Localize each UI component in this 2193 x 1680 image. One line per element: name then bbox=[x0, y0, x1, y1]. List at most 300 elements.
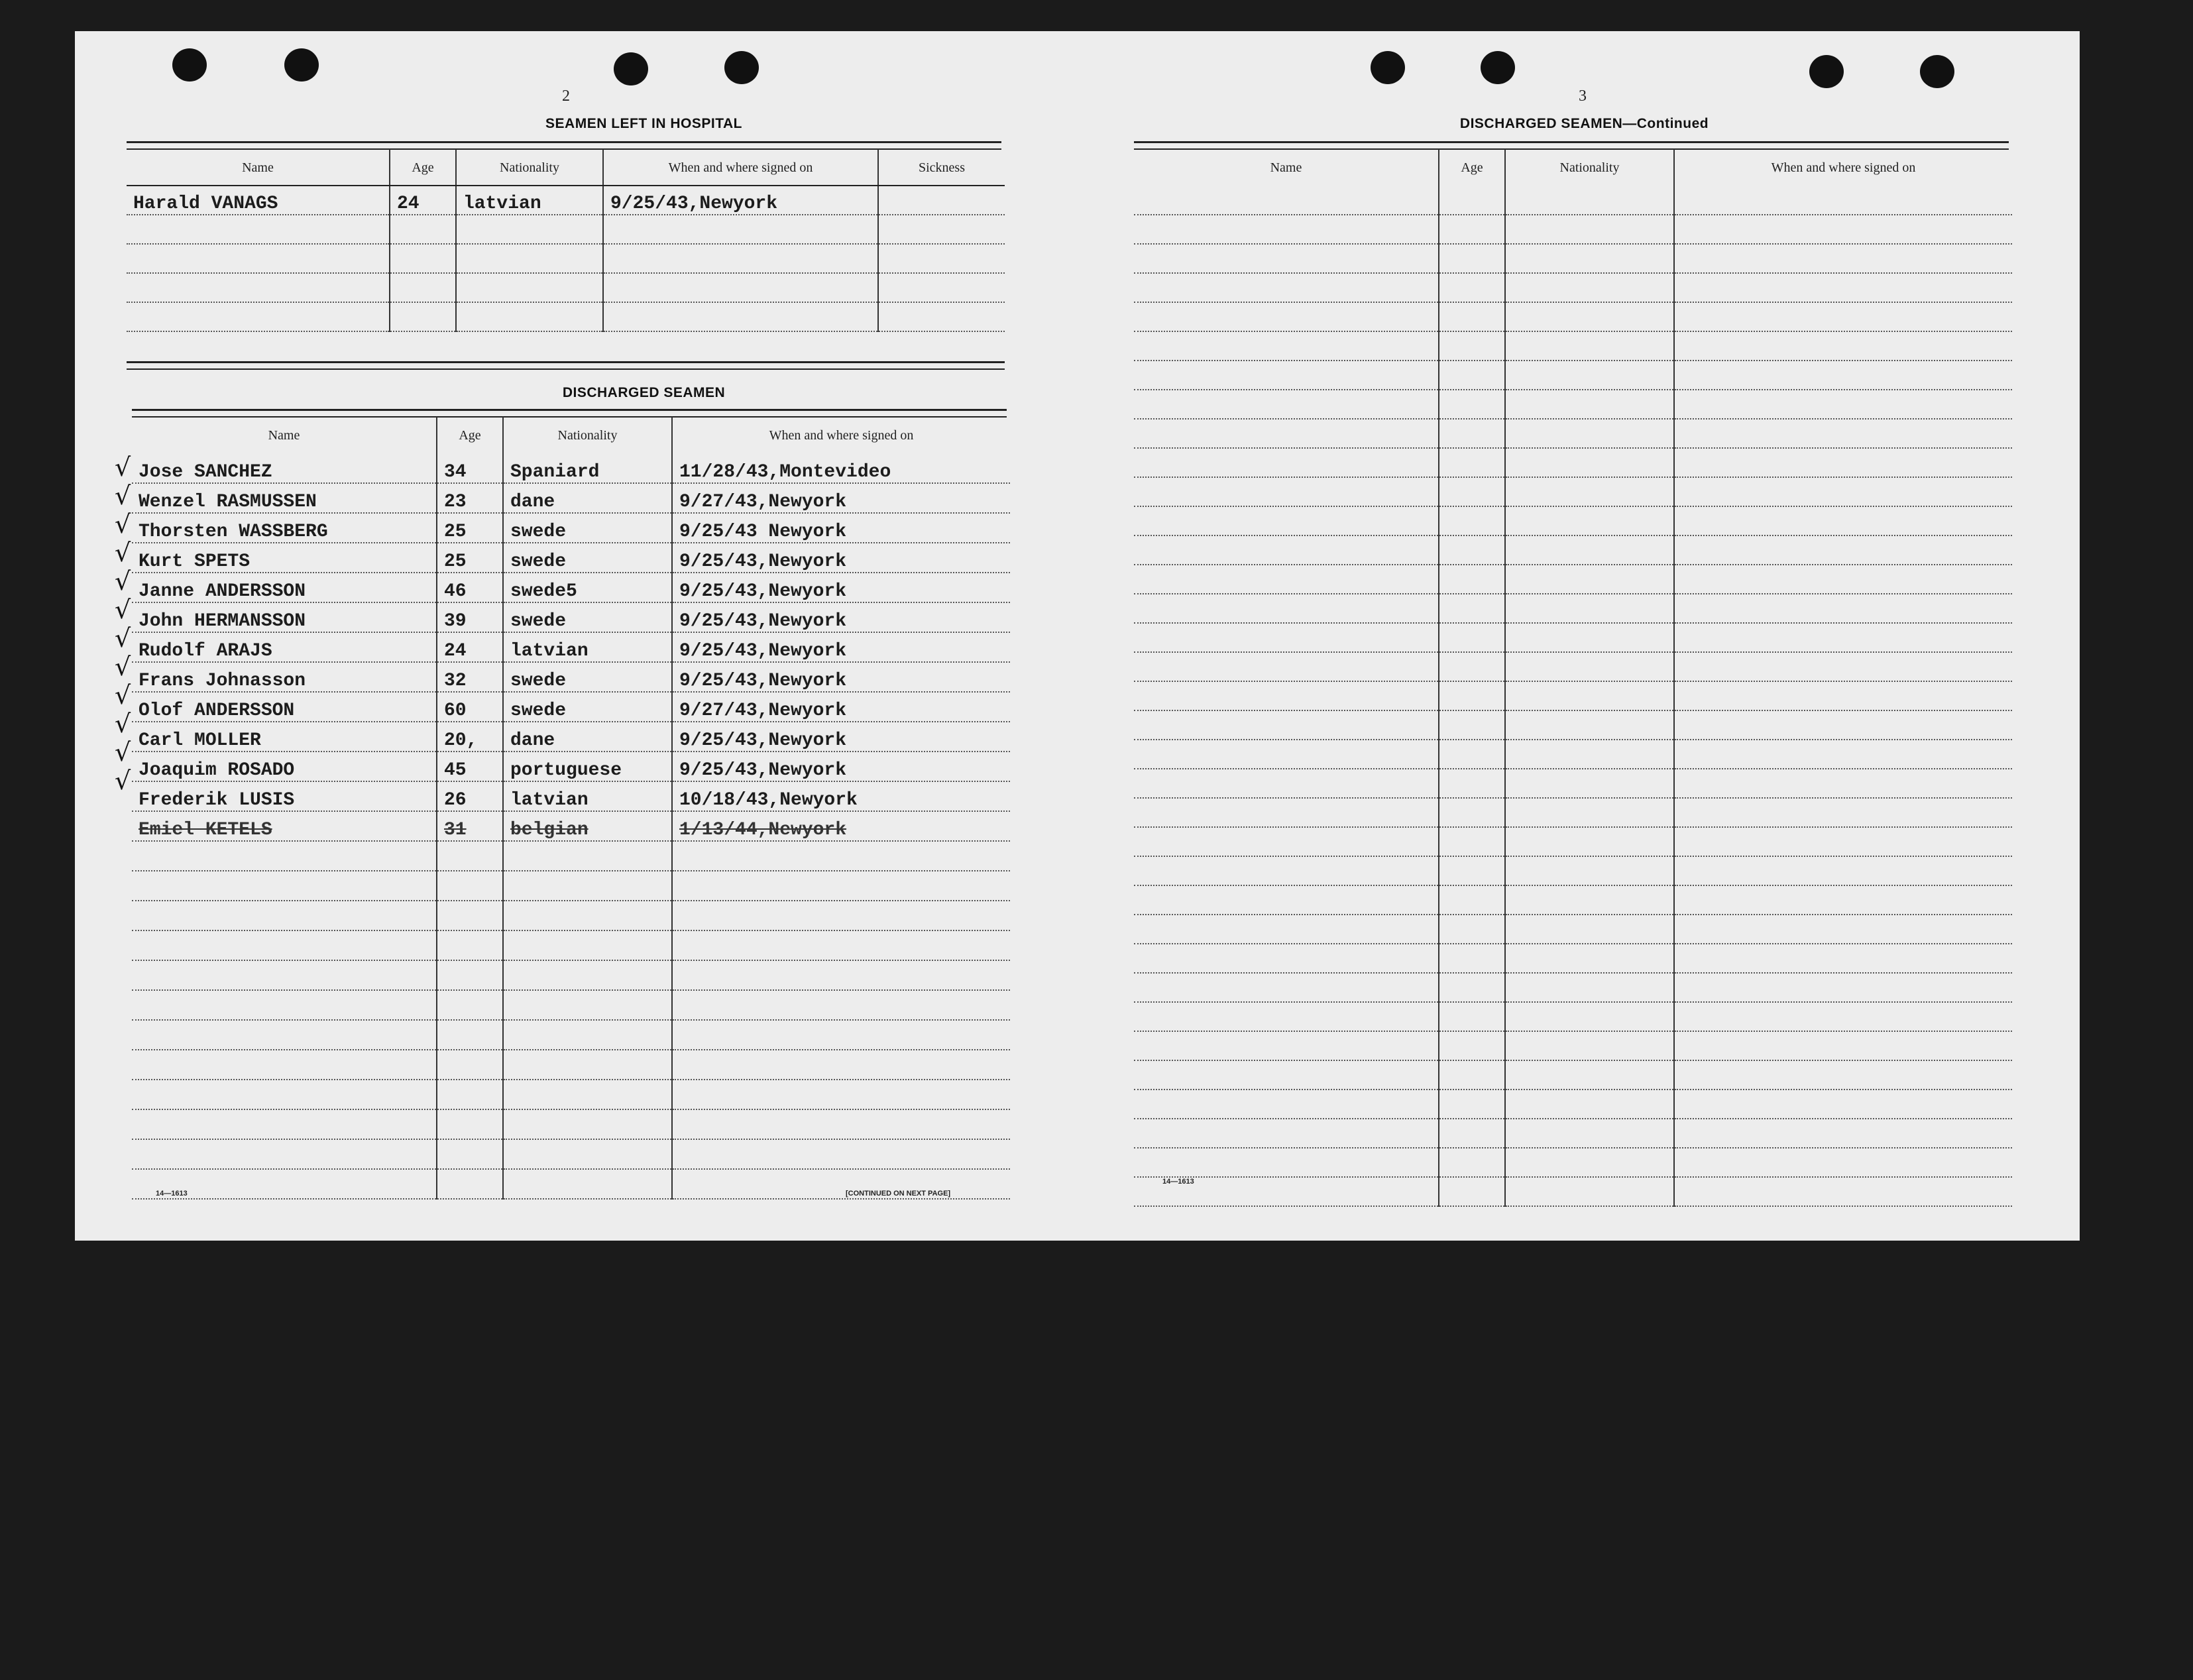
empty-cell bbox=[1134, 944, 1439, 973]
table-cell: dane bbox=[503, 722, 672, 752]
empty-cell bbox=[1674, 740, 2012, 769]
empty-cell bbox=[1134, 390, 1439, 419]
empty-cell bbox=[390, 215, 456, 244]
table-row bbox=[132, 483, 1010, 513]
table-row bbox=[132, 513, 1010, 543]
empty-cell bbox=[1134, 973, 1439, 1002]
table-cell: 9/25/43,Newyork bbox=[672, 632, 1010, 662]
table-row bbox=[132, 752, 1010, 781]
empty-cell bbox=[127, 215, 390, 244]
empty-cell bbox=[1505, 1177, 1674, 1206]
empty-cell bbox=[1505, 448, 1674, 477]
table-cell: 20, bbox=[437, 722, 503, 752]
table-cell: latvian bbox=[503, 632, 672, 662]
empty-cell bbox=[1134, 915, 1439, 944]
check-mark-icon: √ bbox=[115, 481, 131, 510]
table-cell: 26 bbox=[437, 781, 503, 811]
empty-cell bbox=[603, 215, 878, 244]
column-header: When and where signed on bbox=[1674, 149, 2012, 186]
empty-cell bbox=[437, 1080, 503, 1109]
empty-cell bbox=[878, 302, 1005, 331]
table-cell: 31 bbox=[437, 811, 503, 841]
empty-cell bbox=[1134, 710, 1439, 740]
empty-cell bbox=[437, 871, 503, 901]
empty-cell bbox=[1505, 1119, 1674, 1148]
empty-cell bbox=[1134, 740, 1439, 769]
table-row bbox=[132, 841, 1010, 871]
table-row bbox=[1134, 856, 2012, 885]
table-cell: Wenzel RASMUSSEN bbox=[132, 483, 437, 513]
empty-cell bbox=[503, 871, 672, 901]
empty-cell bbox=[1505, 594, 1674, 623]
table-cell: 46 bbox=[437, 573, 503, 602]
table-row bbox=[132, 990, 1010, 1020]
empty-cell bbox=[503, 841, 672, 871]
empty-cell bbox=[1439, 798, 1505, 827]
table-row bbox=[1134, 1031, 2012, 1060]
table-cell: Rudolf ARAJS bbox=[132, 632, 437, 662]
table-cell: 9/25/43,Newyork bbox=[672, 573, 1010, 602]
empty-cell bbox=[1439, 1090, 1505, 1119]
empty-cell bbox=[503, 901, 672, 930]
empty-cell bbox=[1134, 1002, 1439, 1031]
table-cell: 9/25/43,Newyork bbox=[672, 752, 1010, 781]
table-cell: belgian bbox=[503, 811, 672, 841]
discharged-table bbox=[132, 417, 1010, 1200]
table-row bbox=[1134, 798, 2012, 827]
empty-cell bbox=[1505, 740, 1674, 769]
table-row bbox=[1134, 186, 2012, 215]
hospital-section-title: SEAMEN LEFT IN HOSPITAL bbox=[545, 116, 742, 131]
empty-cell bbox=[503, 1109, 672, 1139]
table-cell: swede bbox=[503, 692, 672, 722]
empty-cell bbox=[1674, 856, 2012, 885]
empty-cell bbox=[1674, 1002, 2012, 1031]
column-header: Name bbox=[1270, 160, 1302, 175]
empty-cell bbox=[1505, 1031, 1674, 1060]
empty-cell bbox=[1674, 885, 2012, 915]
punch-hole bbox=[614, 52, 648, 85]
empty-cell bbox=[1439, 565, 1505, 594]
empty-cell bbox=[672, 841, 1010, 871]
empty-cell bbox=[1505, 390, 1674, 419]
empty-cell bbox=[1505, 1060, 1674, 1090]
continued-note: [CONTINUED ON NEXT PAGE] bbox=[846, 1190, 951, 1198]
empty-cell bbox=[878, 273, 1005, 302]
form-number: 14—1613 bbox=[156, 1190, 188, 1198]
empty-cell bbox=[437, 990, 503, 1020]
punch-hole bbox=[1481, 51, 1515, 84]
punch-hole bbox=[1371, 51, 1405, 84]
empty-cell bbox=[1134, 215, 1439, 244]
empty-cell bbox=[1674, 535, 2012, 565]
check-mark-icon: √ bbox=[115, 652, 131, 681]
empty-cell bbox=[132, 1050, 437, 1080]
table-cell: 10/18/43,Newyork bbox=[672, 781, 1010, 811]
table-row bbox=[1134, 652, 2012, 681]
empty-cell bbox=[456, 215, 603, 244]
empty-cell bbox=[1505, 710, 1674, 740]
check-mark-icon: √ bbox=[115, 453, 131, 482]
empty-cell bbox=[437, 1020, 503, 1050]
empty-cell bbox=[1674, 477, 2012, 506]
table-header-row bbox=[132, 417, 1010, 454]
table-row bbox=[1134, 535, 2012, 565]
empty-cell bbox=[1674, 361, 2012, 390]
column-header: When and where signed on bbox=[672, 417, 1010, 454]
table-row bbox=[1134, 885, 2012, 915]
empty-cell bbox=[1439, 1177, 1505, 1206]
empty-cell bbox=[503, 1020, 672, 1050]
empty-cell bbox=[132, 990, 437, 1020]
table-row bbox=[132, 632, 1010, 662]
empty-cell bbox=[1134, 594, 1439, 623]
empty-cell bbox=[503, 1169, 672, 1199]
column-header: Nationality bbox=[456, 149, 603, 186]
table-cell: Frans Johnasson bbox=[132, 662, 437, 692]
table-cell: Janne ANDERSSON bbox=[132, 573, 437, 602]
table-row bbox=[1134, 1177, 2012, 1206]
empty-cell bbox=[1134, 331, 1439, 361]
empty-cell bbox=[1439, 681, 1505, 710]
empty-cell bbox=[127, 273, 390, 302]
empty-cell bbox=[132, 1080, 437, 1109]
table-row bbox=[132, 960, 1010, 990]
column-header: Age bbox=[1439, 149, 1505, 186]
table-cell: 9/25/43,Newyork bbox=[672, 602, 1010, 632]
empty-cell bbox=[437, 930, 503, 960]
check-mark-icon: √ bbox=[115, 567, 131, 596]
empty-cell bbox=[1505, 506, 1674, 535]
check-mark-icon: √ bbox=[115, 709, 131, 738]
empty-cell bbox=[437, 901, 503, 930]
empty-cell bbox=[1134, 1119, 1439, 1148]
check-mark-icon: √ bbox=[115, 738, 131, 767]
empty-cell bbox=[1439, 215, 1505, 244]
table-cell: 39 bbox=[437, 602, 503, 632]
empty-cell bbox=[1505, 419, 1674, 448]
empty-cell bbox=[1674, 798, 2012, 827]
empty-cell bbox=[1134, 769, 1439, 798]
table-row bbox=[1134, 215, 2012, 244]
empty-cell bbox=[672, 930, 1010, 960]
table-row bbox=[132, 871, 1010, 901]
empty-cell bbox=[1505, 944, 1674, 973]
table-cell: swede5 bbox=[503, 573, 672, 602]
continued-table bbox=[1134, 149, 2012, 1207]
empty-cell bbox=[1134, 1060, 1439, 1090]
empty-cell bbox=[1134, 565, 1439, 594]
table-cell: 25 bbox=[437, 543, 503, 573]
table-row bbox=[1134, 740, 2012, 769]
empty-cell bbox=[1674, 390, 2012, 419]
table-row bbox=[1134, 594, 2012, 623]
empty-cell bbox=[1674, 1177, 2012, 1206]
table-row bbox=[127, 186, 1005, 215]
empty-cell bbox=[1674, 681, 2012, 710]
table-cell: latvian bbox=[456, 186, 603, 215]
table-row bbox=[132, 1050, 1010, 1080]
empty-cell bbox=[1439, 856, 1505, 885]
empty-cell bbox=[1439, 652, 1505, 681]
table-row bbox=[127, 302, 1005, 331]
empty-cell bbox=[1674, 244, 2012, 273]
empty-cell bbox=[1134, 623, 1439, 652]
empty-cell bbox=[1674, 973, 2012, 1002]
table-row bbox=[132, 1020, 1010, 1050]
empty-cell bbox=[1439, 1119, 1505, 1148]
empty-cell bbox=[437, 1169, 503, 1199]
empty-cell bbox=[1505, 331, 1674, 361]
empty-cell bbox=[1674, 302, 2012, 331]
check-mark-icon: √ bbox=[115, 681, 131, 710]
empty-cell bbox=[390, 302, 456, 331]
empty-cell bbox=[1134, 302, 1439, 331]
punch-hole bbox=[1920, 55, 1954, 88]
table-cell: 32 bbox=[437, 662, 503, 692]
empty-cell bbox=[1674, 710, 2012, 740]
table-row bbox=[1134, 506, 2012, 535]
empty-cell bbox=[1134, 361, 1439, 390]
table-cell: Thorsten WASSBERG bbox=[132, 513, 437, 543]
empty-cell bbox=[456, 244, 603, 273]
table-row bbox=[1134, 710, 2012, 740]
table-cell: Joaquim ROSADO bbox=[132, 752, 437, 781]
empty-cell bbox=[1439, 361, 1505, 390]
empty-cell bbox=[672, 1139, 1010, 1169]
empty-cell bbox=[1439, 740, 1505, 769]
table-cell: 11/28/43,Montevideo bbox=[672, 454, 1010, 483]
table-cell: 9/25/43,Newyork bbox=[603, 186, 878, 215]
table-row bbox=[1134, 915, 2012, 944]
table-row bbox=[1134, 390, 2012, 419]
column-header: Name bbox=[268, 427, 300, 443]
table-row bbox=[1134, 827, 2012, 856]
table-cell: Olof ANDERSSON bbox=[132, 692, 437, 722]
table-cell: 1/13/44,Newyork bbox=[672, 811, 1010, 841]
empty-cell bbox=[1439, 448, 1505, 477]
empty-cell bbox=[1134, 827, 1439, 856]
empty-cell bbox=[1439, 419, 1505, 448]
continued-section-title: DISCHARGED SEAMEN—Continued bbox=[1459, 116, 1709, 131]
column-header: When and where signed on bbox=[603, 149, 878, 186]
empty-cell bbox=[672, 1050, 1010, 1080]
table-row bbox=[132, 662, 1010, 692]
table-row bbox=[1134, 623, 2012, 652]
table-cell: 24 bbox=[437, 632, 503, 662]
empty-cell bbox=[437, 1139, 503, 1169]
table-cell: 9/25/43,Newyork bbox=[672, 722, 1010, 752]
empty-cell bbox=[1134, 1031, 1439, 1060]
empty-cell bbox=[503, 930, 672, 960]
empty-cell bbox=[1505, 798, 1674, 827]
empty-cell bbox=[1674, 594, 2012, 623]
empty-cell bbox=[1505, 1148, 1674, 1177]
table-cell: 9/25/43 Newyork bbox=[672, 513, 1010, 543]
table-cell: Spaniard bbox=[503, 454, 672, 483]
empty-cell bbox=[1134, 885, 1439, 915]
punch-hole bbox=[724, 51, 759, 84]
table-row bbox=[1134, 477, 2012, 506]
empty-cell bbox=[1674, 944, 2012, 973]
punch-hole bbox=[172, 48, 207, 82]
empty-cell bbox=[1674, 1119, 2012, 1148]
empty-cell bbox=[132, 841, 437, 871]
empty-cell bbox=[1134, 419, 1439, 448]
empty-cell bbox=[1674, 186, 2012, 215]
single-rule bbox=[127, 185, 1005, 186]
form-number: 14—1613 bbox=[1162, 1178, 1194, 1186]
empty-cell bbox=[1439, 973, 1505, 1002]
table-cell: John HERMANSSON bbox=[132, 602, 437, 632]
table-row bbox=[1134, 973, 2012, 1002]
table-cell: latvian bbox=[503, 781, 672, 811]
empty-cell bbox=[1439, 1060, 1505, 1090]
empty-cell bbox=[1134, 477, 1439, 506]
empty-cell bbox=[1505, 769, 1674, 798]
table-row bbox=[132, 1080, 1010, 1109]
table-row bbox=[1134, 1090, 2012, 1119]
table-cell: swede bbox=[503, 513, 672, 543]
table-row bbox=[1134, 1148, 2012, 1177]
empty-cell bbox=[1439, 273, 1505, 302]
empty-cell bbox=[1674, 1148, 2012, 1177]
empty-cell bbox=[1505, 477, 1674, 506]
empty-cell bbox=[672, 1020, 1010, 1050]
empty-cell bbox=[1134, 856, 1439, 885]
table-row bbox=[127, 215, 1005, 244]
empty-cell bbox=[1439, 535, 1505, 565]
table-cell: 24 bbox=[390, 186, 456, 215]
empty-cell bbox=[456, 273, 603, 302]
check-mark-icon: √ bbox=[115, 624, 131, 653]
empty-cell bbox=[132, 1020, 437, 1050]
table-row bbox=[1134, 273, 2012, 302]
empty-cell bbox=[1439, 944, 1505, 973]
punch-hole bbox=[284, 48, 319, 82]
table-row bbox=[132, 1109, 1010, 1139]
table-cell: 45 bbox=[437, 752, 503, 781]
table-row bbox=[1134, 944, 2012, 973]
empty-cell bbox=[132, 1139, 437, 1169]
table-row bbox=[132, 722, 1010, 752]
empty-cell bbox=[1439, 506, 1505, 535]
table-row bbox=[1134, 565, 2012, 594]
table-header-row bbox=[1134, 149, 2012, 186]
empty-cell bbox=[1674, 769, 2012, 798]
empty-cell bbox=[1674, 1090, 2012, 1119]
page-number: 3 bbox=[1579, 87, 1587, 105]
empty-cell bbox=[132, 930, 437, 960]
table-row bbox=[132, 1139, 1010, 1169]
empty-cell bbox=[1134, 1148, 1439, 1177]
table-cell: Frederik LUSIS bbox=[132, 781, 437, 811]
double-rule bbox=[127, 361, 1005, 370]
empty-cell bbox=[1505, 186, 1674, 215]
empty-cell bbox=[503, 1139, 672, 1169]
empty-cell bbox=[1439, 827, 1505, 856]
table-cell: dane bbox=[503, 483, 672, 513]
empty-cell bbox=[603, 244, 878, 273]
empty-cell bbox=[1134, 652, 1439, 681]
empty-cell bbox=[603, 273, 878, 302]
empty-cell bbox=[1134, 448, 1439, 477]
empty-cell bbox=[1134, 681, 1439, 710]
empty-cell bbox=[132, 1109, 437, 1139]
empty-cell bbox=[1674, 1031, 2012, 1060]
empty-cell bbox=[437, 960, 503, 990]
table-cell: portuguese bbox=[503, 752, 672, 781]
table-row bbox=[1134, 1119, 2012, 1148]
empty-cell bbox=[127, 302, 390, 331]
empty-cell bbox=[672, 1109, 1010, 1139]
empty-cell bbox=[1674, 419, 2012, 448]
hospital-table bbox=[127, 149, 1005, 332]
check-mark-icon: √ bbox=[115, 510, 131, 539]
empty-cell bbox=[1505, 535, 1674, 565]
empty-cell bbox=[127, 244, 390, 273]
table-cell: Carl MOLLER bbox=[132, 722, 437, 752]
table-cell: 34 bbox=[437, 454, 503, 483]
discharged-section-title: DISCHARGED SEAMEN bbox=[562, 385, 726, 400]
table-cell: swede bbox=[503, 602, 672, 632]
empty-cell bbox=[1505, 681, 1674, 710]
empty-cell bbox=[1439, 885, 1505, 915]
empty-cell bbox=[503, 1080, 672, 1109]
empty-cell bbox=[1674, 448, 2012, 477]
empty-cell bbox=[1505, 856, 1674, 885]
table-row bbox=[1134, 244, 2012, 273]
empty-cell bbox=[1505, 361, 1674, 390]
empty-cell bbox=[878, 244, 1005, 273]
empty-cell bbox=[672, 1169, 1010, 1199]
table-row bbox=[132, 811, 1010, 841]
empty-cell bbox=[503, 960, 672, 990]
empty-cell bbox=[672, 901, 1010, 930]
empty-cell bbox=[1505, 652, 1674, 681]
table-row bbox=[1134, 769, 2012, 798]
empty-cell bbox=[1505, 973, 1674, 1002]
empty-cell bbox=[1439, 186, 1505, 215]
table-cell: Jose SANCHEZ bbox=[132, 454, 437, 483]
empty-cell bbox=[1674, 915, 2012, 944]
table-row bbox=[1134, 448, 2012, 477]
empty-cell bbox=[132, 871, 437, 901]
table-cell: 9/25/43,Newyork bbox=[672, 662, 1010, 692]
table-row bbox=[132, 602, 1010, 632]
empty-cell bbox=[1674, 827, 2012, 856]
empty-cell bbox=[878, 215, 1005, 244]
table-row bbox=[1134, 1002, 2012, 1031]
empty-cell bbox=[1505, 244, 1674, 273]
table-row bbox=[127, 273, 1005, 302]
empty-cell bbox=[1505, 1090, 1674, 1119]
empty-cell bbox=[437, 841, 503, 871]
empty-cell bbox=[1134, 1090, 1439, 1119]
empty-cell bbox=[1439, 915, 1505, 944]
empty-cell bbox=[1439, 769, 1505, 798]
empty-cell bbox=[1439, 331, 1505, 361]
empty-cell bbox=[1505, 565, 1674, 594]
table-row bbox=[127, 244, 1005, 273]
empty-cell bbox=[1134, 535, 1439, 565]
table-cell: swede bbox=[503, 662, 672, 692]
table-cell: 9/27/43,Newyork bbox=[672, 483, 1010, 513]
empty-cell bbox=[1439, 1148, 1505, 1177]
column-header: Sickness bbox=[878, 149, 1005, 186]
ledger-sheet bbox=[75, 31, 2080, 1241]
column-header: Name bbox=[242, 160, 274, 175]
